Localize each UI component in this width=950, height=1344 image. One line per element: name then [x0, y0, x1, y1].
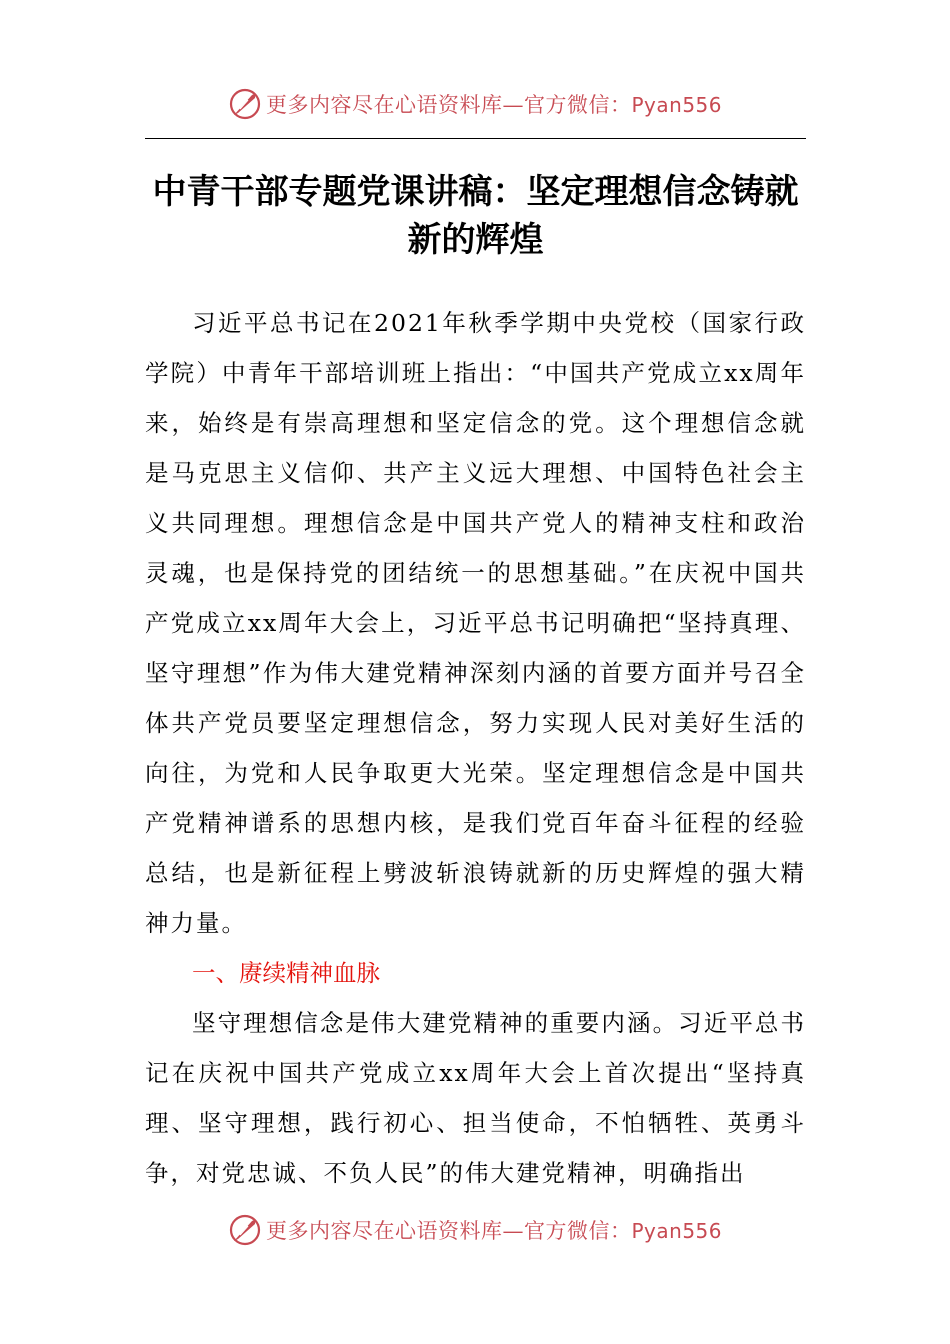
header-watermark	[0, 84, 950, 124]
section-1-paragraph: 坚守理想信念是伟大建党精神的重要内涵。习近平总书记在庆祝中国共产党成立xx周年大会上首次提出“坚持真理、坚守理想，践行初心、担当使命，不怕牺牲、英勇斗争，对党忠诚、不负人民”的伟大建党精神，明确指出	[145, 1009, 806, 1187]
document-body	[145, 298, 806, 1198]
intro-paragraph: 习近平总书记在2021年秋季学期中央党校（国家行政学院）中青年干部培训班上指出：“中国共产党成立xx周年来，始终是有崇高理想和坚定信念的党。这个理想信念就是马克思主义信仰、共产主义远大理想、中国特色社会主义共同理想。理想信念是中国共产党人的精神支柱和政治灵魂，也是保持党的团结统一的思想基础。”在庆祝中国共产党成立xx周年大会上，习近平总书记明确把“坚持真理、坚守理想”作为伟大建党精神深刻内涵的首要方面并号召全体共产党员要坚定理想信念，努力实现人民对美好生活的向往，为党和人民争取更大光荣。坚定理想信念是中国共产党精神谱系的思想内核，是我们党百年奋斗征程的经验总结，也是新征程上劈波斩浪铸就新的历史辉煌的强大精神力量。	[145, 309, 806, 937]
quill-pen-logo-icon	[228, 1213, 262, 1247]
footer-watermark-text	[266, 1215, 722, 1245]
footer-watermark-cn: 更多内容尽在心语资料库—官方微信：	[265, 1219, 632, 1243]
header-watermark-text	[266, 89, 722, 119]
document-title: 中青干部专题党课讲稿：坚定理想信念铸就新的辉煌	[152, 172, 799, 260]
header-divider	[145, 138, 806, 139]
header-watermark-cn: 更多内容尽在心语资料库—官方微信：	[265, 93, 632, 117]
footer-watermark-wechat-id: Pyan556	[631, 1219, 722, 1243]
quill-pen-logo-icon	[228, 87, 262, 121]
header-watermark-wechat-id: Pyan556	[631, 93, 722, 117]
footer-watermark	[0, 1210, 950, 1250]
section-heading-1: 一、赓续精神血脉	[192, 959, 380, 987]
